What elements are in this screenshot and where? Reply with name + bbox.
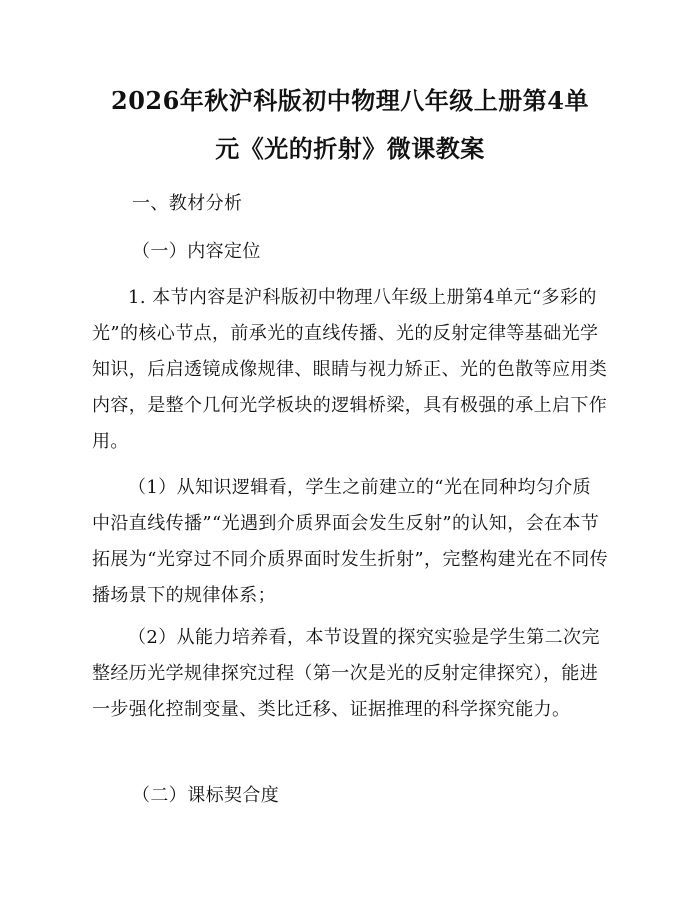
paragraph-ability-training: （2）从能力培养看，本节设置的探究实验是学生第二次完整经历光学规律探究过程（第一次是光的反射定律探究），能进一步强化控制变量、类比迁移、证据推理的科学探究能力。: [92, 627, 600, 720]
paragraph-content-positioning: 1. 本节内容是沪科版初中物理八年级上册第4单元“多彩的光”的核心节点，前承光的直线传播、光的反射定律等基础光学知识，后启透镜成像规律、眼睛与视力矫正、光的色散等应用类内容，是整个几何光学板块的逻辑桥梁，具有极强的承上启下作用。: [92, 287, 608, 452]
subsection-heading-standards: （二）课标契合度: [132, 785, 280, 806]
subsection-heading: （一）内容定位: [132, 241, 261, 262]
section-heading: 一、教材分析: [132, 193, 243, 214]
document-title-line-2: 元《光的折射》微课教案: [215, 134, 485, 163]
document-title-line-1: 2026年秋沪科版初中物理八年级上册第4单: [111, 86, 589, 115]
paragraph-knowledge-logic: （1）从知识逻辑看，学生之前建立的“光在同种均匀介质中沿直线传播”“光遇到介质界面会发生反射”的认知，会在本节拓展为“光穿过不同介质界面时发生折射”，完整构建光在不同传播场景下的规律体系；: [92, 477, 609, 606]
